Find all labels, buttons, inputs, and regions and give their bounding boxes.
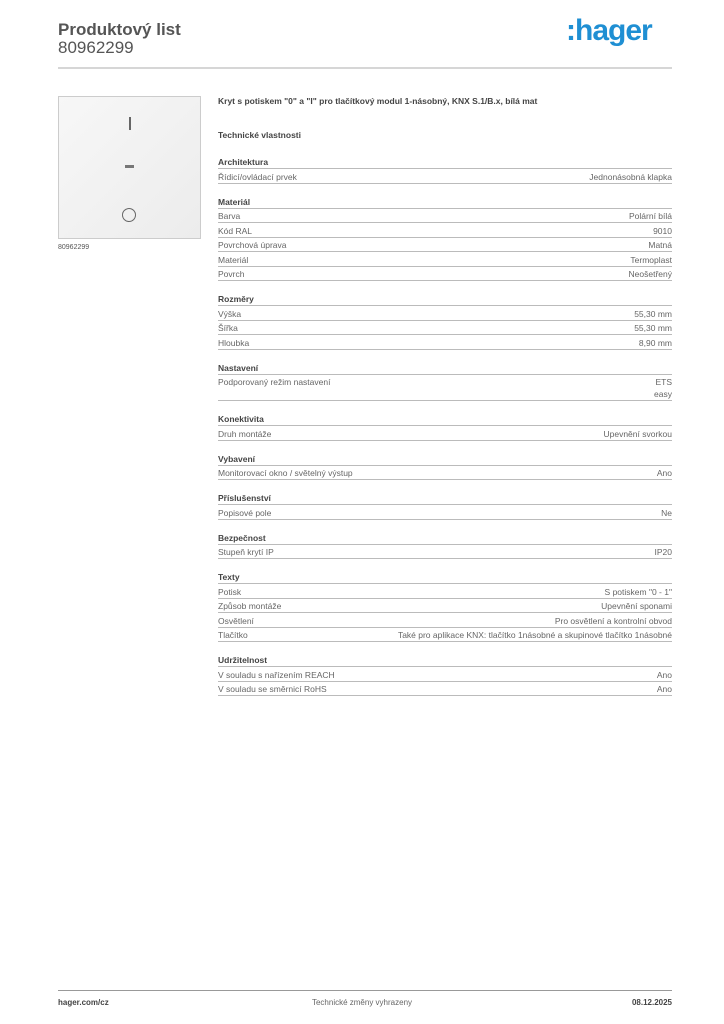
off-symbol-icon bbox=[122, 208, 136, 222]
spec-label: Osvětlení bbox=[218, 615, 254, 626]
spec-label: Popisové pole bbox=[218, 507, 272, 518]
spec-label: Povrch bbox=[218, 269, 245, 279]
spec-section bbox=[218, 155, 672, 184]
section-heading: Vybavení bbox=[218, 452, 672, 466]
spec-row bbox=[218, 667, 672, 682]
spec-label: Kód RAL bbox=[218, 225, 253, 236]
section-heading: Architektura bbox=[218, 155, 672, 169]
spec-row bbox=[218, 545, 672, 560]
spec-section bbox=[218, 361, 672, 402]
section-heading: Konektivita bbox=[218, 412, 672, 426]
spec-value: 55,30 mm bbox=[634, 308, 672, 319]
spec-row bbox=[218, 321, 672, 336]
spec-label: Tlačítko bbox=[218, 630, 248, 640]
spec-row bbox=[218, 223, 672, 238]
spec-row bbox=[218, 505, 672, 520]
section-heading: Materiál bbox=[218, 195, 672, 209]
section-heading: Příslušenství bbox=[218, 491, 672, 505]
spec-row bbox=[218, 628, 672, 643]
header-divider bbox=[58, 67, 672, 69]
spec-label: Potisk bbox=[218, 586, 242, 597]
spec-row bbox=[218, 375, 672, 402]
product-image bbox=[58, 96, 201, 239]
spec-value: Také pro aplikace KNX: tlačítko 1násobné a skupinové tlačítko 1násobné bbox=[397, 630, 672, 640]
spec-value: Polární bílá bbox=[629, 211, 672, 221]
spec-label: Řídicí/ovládací prvek bbox=[218, 171, 297, 182]
spec-row bbox=[218, 335, 672, 350]
spec-row bbox=[218, 426, 672, 441]
spec-label: Hloubka bbox=[218, 337, 250, 348]
spec-label: V souladu se směrnicí RoHS bbox=[218, 684, 327, 694]
spec-value: Pro osvětlení a kontrolní obvod bbox=[554, 615, 672, 626]
spec-row bbox=[218, 306, 672, 321]
product-image-label: 80962299 bbox=[58, 244, 90, 251]
spec-section bbox=[218, 195, 672, 282]
spec-row bbox=[218, 209, 672, 224]
section-heading: Rozměry bbox=[218, 292, 672, 306]
spec-value: Matná bbox=[648, 240, 672, 250]
section-heading: Nastavení bbox=[218, 361, 672, 375]
spec-label: V souladu s nařízením REACH bbox=[218, 669, 335, 680]
spec-value: IP20 bbox=[654, 547, 672, 557]
spec-value: S potiskem "0 - 1" bbox=[604, 586, 672, 597]
spec-label: Výška bbox=[218, 308, 242, 319]
spec-value: Ne bbox=[661, 507, 672, 518]
spec-section bbox=[218, 491, 672, 520]
spec-section bbox=[218, 653, 672, 696]
spec-section bbox=[218, 452, 672, 481]
spec-section bbox=[218, 570, 672, 642]
spec-value: Upevnění sponami bbox=[601, 601, 672, 611]
footer-website[interactable]: hager.com/cz bbox=[58, 998, 109, 1007]
spec-label: Druh montáže bbox=[218, 428, 272, 439]
spec-label: Povrchová úprava bbox=[218, 240, 287, 250]
spec-section bbox=[218, 531, 672, 560]
spec-row bbox=[218, 267, 672, 282]
hager-logo: :hager bbox=[566, 14, 652, 47]
spec-row bbox=[218, 252, 672, 267]
spec-label: Barva bbox=[218, 211, 241, 221]
spec-section bbox=[218, 412, 672, 441]
spec-value: Upevnění svorkou bbox=[603, 428, 672, 439]
spec-label: Materiál bbox=[218, 254, 249, 265]
spec-label: Stupeň krytí IP bbox=[218, 547, 274, 557]
footer-date: 08.12.2025 bbox=[631, 998, 672, 1007]
spec-row bbox=[218, 584, 672, 599]
spec-value: Neošetřený bbox=[628, 269, 672, 279]
footer-divider bbox=[58, 990, 672, 991]
spec-label: Podporovaný režim nastavení bbox=[218, 377, 331, 387]
spec-value: Ano bbox=[656, 669, 672, 680]
spec-label: Šířka bbox=[218, 323, 238, 333]
on-symbol-icon bbox=[129, 117, 131, 130]
product-code: 80962299 bbox=[58, 38, 134, 57]
spec-value: 55,30 mm bbox=[634, 323, 672, 333]
spec-value: Termoplast bbox=[630, 254, 672, 265]
section-heading: Texty bbox=[218, 570, 672, 584]
spec-row bbox=[218, 238, 672, 253]
spec-row bbox=[218, 682, 672, 697]
led-window-icon bbox=[125, 165, 134, 168]
spec-row bbox=[218, 169, 672, 184]
spec-value: Ano bbox=[656, 468, 672, 478]
spec-row bbox=[218, 599, 672, 614]
spec-section bbox=[218, 292, 672, 350]
spec-label: Způsob montáže bbox=[218, 601, 282, 611]
technical-properties-heading: Technické vlastnosti bbox=[218, 130, 301, 140]
spec-value: ETS easy bbox=[654, 377, 672, 399]
spec-label: Monitorovací okno / světelný výstup bbox=[218, 468, 353, 478]
product-description: Kryt s potiskem "0" a "I" pro tlačítkový modul 1-násobný, KNX S.1/B.x, bílá mat bbox=[218, 96, 538, 106]
spec-row bbox=[218, 613, 672, 628]
spec-value: 9010 bbox=[653, 225, 672, 236]
spec-value: Jednonásobná klapka bbox=[589, 171, 672, 182]
page-title: Produktový list bbox=[58, 20, 181, 39]
section-heading: Bezpečnost bbox=[218, 531, 672, 545]
spec-row bbox=[218, 466, 672, 481]
spec-value: 8,90 mm bbox=[638, 337, 672, 348]
spec-value: Ano bbox=[656, 684, 672, 694]
specifications bbox=[218, 155, 672, 707]
footer-notice: Technické změny vyhrazeny bbox=[311, 998, 413, 1007]
section-heading: Udržitelnost bbox=[218, 653, 672, 667]
